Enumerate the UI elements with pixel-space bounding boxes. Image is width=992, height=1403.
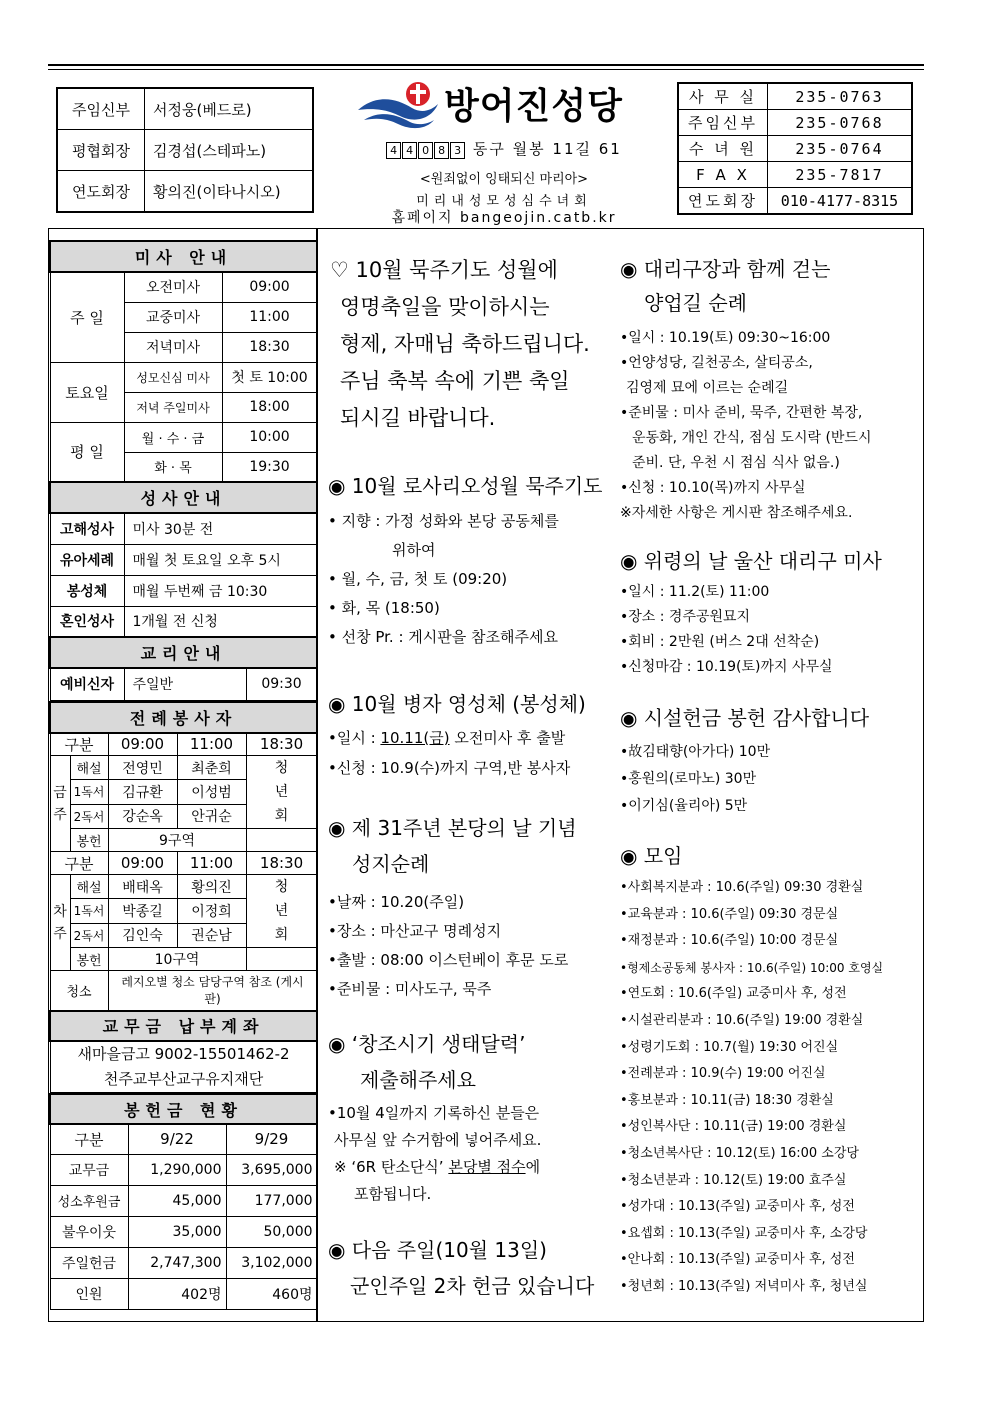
offering-value: 402명 <box>128 1278 226 1309</box>
contact-value: 235-0764 <box>768 136 913 162</box>
convent: 미리내성모성심수녀회 <box>416 194 592 209</box>
offering-value: 45,000 <box>128 1185 226 1216</box>
anniv-title: ◉ 제 31주년 본당의 날 기념 <box>328 816 577 840</box>
server-role: 해설 <box>70 875 108 899</box>
cleaning-text: 레지오별 청소 담당구역 참조 (게시판) <box>108 971 317 1011</box>
mass-time: 10:00 <box>222 422 317 452</box>
week1-label-char: 주 <box>53 806 67 823</box>
offerings-header: 구분 <box>50 1124 128 1154</box>
church-logo-icon <box>356 80 440 130</box>
anniv-item: •출발 : 08:00 이스턴베이 후문 도로 <box>328 951 569 969</box>
week2-label-char: 주 <box>53 925 67 942</box>
contact-value: 010-4177-8315 <box>768 188 913 215</box>
youth-cell <box>246 875 317 948</box>
clergy-label: 주임신부 <box>57 88 145 130</box>
youth-cell <box>246 756 317 829</box>
meeting-item: •청소년분과 : 10.12(토) 19:00 효주실 <box>620 1172 847 1188</box>
clergy-label: 연도회장 <box>57 171 145 213</box>
pilgrim-item: •준비물 : 미사 준비, 묵주, 간편한 복장, <box>620 405 863 421</box>
account-title: 교무금 납부계좌 <box>50 1011 317 1041</box>
offering-name: 주일헌금 <box>50 1247 128 1278</box>
calendar-line: •10월 4일까지 기록하신 분들은 <box>328 1104 540 1122</box>
rosary-item: 위하여 <box>392 541 436 559</box>
postal-digit: 4 <box>386 142 401 159</box>
mass-name: 화 · 목 <box>124 452 222 482</box>
sacrament-name: 고해성사 <box>50 513 124 544</box>
greeting-line: 영명축일을 맞이하시는 <box>340 295 550 319</box>
clergy-table <box>56 87 314 213</box>
greeting-line: 되시길 바랍니다. <box>340 406 496 430</box>
offering-value: 460명 <box>226 1278 317 1309</box>
postal-digit: 3 <box>450 142 465 159</box>
mass-time: 18:30 <box>222 332 317 362</box>
calendar-note-underline: 본당별 점수 <box>448 1158 526 1176</box>
meetings-section <box>620 840 922 1301</box>
anniversary-section <box>328 810 612 1004</box>
youth-char: 회 <box>274 927 289 943</box>
address <box>364 138 644 159</box>
meeting-item: •시설관리분과 : 10.6(주일) 19:00 경환실 <box>620 1012 864 1028</box>
pilgrim-item: •일시 : 10.19(토) 09:30~16:00 <box>620 330 831 346</box>
offering-zone: 10구역 <box>108 948 246 971</box>
server-name: 황의진 <box>177 875 246 899</box>
servers-header: 11:00 <box>177 733 246 756</box>
meeting-item: •청년회 : 10.13(주일) 저녁미사 후, 청년실 <box>620 1278 868 1294</box>
server-name: 안귀순 <box>177 804 246 828</box>
meeting-item: •요셉회 : 10.13(주일) 교중미사 후, 소강당 <box>620 1225 868 1241</box>
account-line2: 천주교부산교구유지재단 <box>103 1069 264 1088</box>
meetings-title: ◉ 모임 <box>620 844 683 868</box>
greeting <box>330 252 612 437</box>
sacrament-name: 유아세례 <box>50 544 124 575</box>
greeting-line: 주님 축복 속에 기쁜 축일 <box>340 369 570 393</box>
offering-name: 성소후원금 <box>50 1185 128 1216</box>
servers-title: 전례봉사자 <box>50 702 317 733</box>
mass-name: 저녁미사 <box>124 332 222 362</box>
server-name: 박종길 <box>108 899 177 923</box>
clergy-value: 김경섭(스테파노) <box>145 130 314 171</box>
anniv-item: •준비물 : 미사도구, 묵주 <box>328 980 492 998</box>
offering-value: 3,102,000 <box>226 1247 317 1278</box>
memorial-item: •일시 : 11.2(토) 11:00 <box>620 584 770 600</box>
doctrine-value: 주일반 <box>124 668 246 700</box>
meeting-item: •홍보분과 : 10.11(금) 18:30 경환실 <box>620 1092 834 1108</box>
rosary-item: • 선창 Pr. : 게시판을 참조해주세요 <box>328 628 558 646</box>
meeting-item: •성령기도회 : 10.7(월) 19:30 어진실 <box>620 1039 839 1055</box>
sacrament-name: 혼인성사 <box>50 606 124 637</box>
sick-date: 10.11(금) <box>380 729 450 747</box>
contact-label: 연도회장 <box>678 188 768 215</box>
week1-label-char: 금 <box>53 784 67 801</box>
memorial-title: ◉ 위령의 날 울산 대리구 미사 <box>620 549 882 573</box>
server-name: 이성범 <box>177 780 246 804</box>
offering-value: 50,000 <box>226 1216 317 1247</box>
meeting-item: •교육분과 : 10.6(주일) 09:30 경문실 <box>620 906 839 922</box>
anniv-item: •장소 : 마산교구 명례성지 <box>328 922 502 940</box>
next-sunday-section <box>328 1232 612 1304</box>
server-role: 봉헌 <box>70 948 108 971</box>
offering-name: 불우이웃 <box>50 1216 128 1247</box>
memorial-item: •신청마감 : 10.19(토)까지 사무실 <box>620 659 833 675</box>
youth-char: 청 <box>274 760 289 776</box>
youth-char: 년 <box>274 784 289 800</box>
meeting-item: •청소년복사단 : 10.12(토) 16:00 소강당 <box>620 1145 859 1161</box>
weekday-label: 평 일 <box>50 422 124 482</box>
rosary-item: • 지향 : 가정 성화와 본당 공동체를 <box>328 512 559 530</box>
offering-zone: 9구역 <box>108 829 246 852</box>
mass-title: 미사 안내 <box>50 241 317 272</box>
mass-time: 첫 토 10:00 <box>222 362 317 392</box>
mass-name: 월 · 수 · 금 <box>124 422 222 452</box>
server-name: 최춘희 <box>177 756 246 780</box>
meeting-item: •형제소공동체 봉사자 : 10.6(주일) 10:00 호영실 <box>620 960 884 975</box>
church-name: 방어진성당 <box>444 86 623 127</box>
sunday-label: 주 일 <box>50 272 124 362</box>
cleaning-label: 청소 <box>50 971 108 1011</box>
postal-digit: 4 <box>402 142 417 159</box>
clergy-value: 서정웅(베드로) <box>145 88 314 130</box>
donation-item: •이기심(율리아) 5만 <box>620 798 748 814</box>
mass-time: 18:00 <box>222 392 317 422</box>
meeting-item: •사회복지분과 : 10.6(주일) 09:30 경환실 <box>620 880 864 895</box>
account-line1: 새마을금고 9002-15501462-2 <box>77 1044 290 1063</box>
servers-header: 09:00 <box>108 733 177 756</box>
next-line: 군인주일 2차 헌금 있습니다 <box>350 1274 595 1298</box>
week2-label-char: 차 <box>53 903 67 920</box>
servers-header: 구분 <box>50 733 108 756</box>
meeting-item: •재정분과 : 10.6(주일) 10:00 경문실 <box>620 933 839 949</box>
sick-suffix: 오전미사 후 출발 <box>449 729 566 747</box>
week2-label <box>50 875 70 971</box>
servers-header: 11:00 <box>177 852 246 875</box>
address-text: 동구 월봉 11길 61 <box>472 140 622 158</box>
clergy-value: 황의진(이타나시오) <box>145 171 314 213</box>
pilgrim-item: •신청 : 10.10(목)까지 사무실 <box>620 480 806 496</box>
mass-name: 성모신심 미사 <box>124 362 222 392</box>
offerings-header: 9/29 <box>226 1124 317 1154</box>
server-role: 해설 <box>70 756 108 780</box>
sick-prefix: •일시 : <box>328 729 381 747</box>
sick-communion-section <box>328 688 612 783</box>
offerings-table <box>49 1093 318 1310</box>
offering-value: 3,695,000 <box>226 1154 317 1185</box>
calendar-note-suffix: 에 <box>525 1158 541 1176</box>
doctrine-name: 예비신자 <box>50 668 124 700</box>
server-name: 김인숙 <box>108 923 177 947</box>
mass-time: 11:00 <box>222 302 317 332</box>
calendar-line: 사무실 앞 수거함에 넣어주세요. <box>334 1131 542 1149</box>
server-name: 이정희 <box>177 899 246 923</box>
postal-digit: 0 <box>418 142 433 159</box>
offering-value: 2,747,300 <box>128 1247 226 1278</box>
meeting-item: •성인복사단 : 10.11(금) 19:00 경환실 <box>620 1119 847 1135</box>
mass-time: 09:00 <box>222 272 317 302</box>
server-role: 봉헌 <box>70 829 108 852</box>
top-rule-thin <box>48 69 924 70</box>
rosary-item: • 화, 목 (18:50) <box>328 599 440 617</box>
servers-table <box>49 701 318 1094</box>
youth-char: 년 <box>274 903 289 919</box>
contact-value: 235-0768 <box>768 110 913 136</box>
contact-label: 사 무 실 <box>678 83 768 110</box>
sacrament-value: 매월 첫 토요일 오후 5시 <box>124 544 317 575</box>
meeting-item: •안나회 : 10.13(주일) 교중미사 후, 성전 <box>620 1252 855 1268</box>
servers-header: 09:00 <box>108 852 177 875</box>
top-rule <box>48 64 924 66</box>
youth-char: 청 <box>274 879 289 895</box>
servers-header: 18:30 <box>246 852 317 875</box>
calendar-note2: 포함됩니다. <box>354 1185 432 1203</box>
pilgrim-item: 김영제 묘에 이르는 순례길 <box>626 380 789 396</box>
donation-item: •홍원의(로마노) 30만 <box>620 771 757 787</box>
mass-name: 오전미사 <box>124 272 222 302</box>
contact-table <box>677 82 913 215</box>
pilgrim-title: ◉ 대리구장과 함께 걷는 <box>620 257 831 281</box>
postal-digit: 8 <box>434 142 449 159</box>
pilgrim-item: 준비. 단, 우천 시 점심 식사 없음.) <box>632 455 840 471</box>
sacraments-title: 성사안내 <box>50 482 317 513</box>
memorial-section <box>620 545 920 680</box>
server-role: 1독서 <box>70 899 108 923</box>
greeting-line: 형제, 자매님 축하드립니다. <box>340 332 590 356</box>
server-name: 김규환 <box>108 780 177 804</box>
servers-header: 18:30 <box>246 733 317 756</box>
sacrament-value: 1개월 전 신청 <box>124 606 317 637</box>
pilgrim-item: ※자세한 사항은 게시판 참조해주세요. <box>620 505 853 521</box>
donation-item: •故김태향(아가다) 10만 <box>620 744 771 760</box>
calendar-note-prefix: ※ ‘6R 탄소단식’ <box>334 1158 449 1176</box>
calendar-title2: 제출해주세요 <box>360 1068 476 1092</box>
sick-line2: •신청 : 10.9(수)까지 구역,반 봉사자 <box>328 759 571 777</box>
rosary-title: ◉ 10월 로사리오성월 묵주기도 <box>328 474 603 498</box>
calendar-note <box>328 1154 612 1181</box>
meeting-item: •성가대 : 10.13(주일) 교중미사 후, 성전 <box>620 1199 855 1215</box>
meeting-item: •전례분과 : 10.9(수) 19:00 어진실 <box>620 1066 826 1082</box>
calendar-section <box>328 1026 612 1208</box>
sacrament-name: 봉성체 <box>50 575 124 606</box>
memorial-item: •장소 : 경주공원묘지 <box>620 609 751 625</box>
pilgrim-item: 운동화, 개인 간식, 점심 도시락 (반드시 <box>632 430 872 446</box>
mass-name: 저녁 주일미사 <box>124 392 222 422</box>
week1-label <box>50 756 70 852</box>
contact-label: 수 녀 원 <box>678 136 768 162</box>
contact-label: 주임신부 <box>678 110 768 136</box>
pilgrimage-section <box>620 252 920 526</box>
account-info <box>50 1041 317 1093</box>
offering-value: 177,000 <box>226 1185 317 1216</box>
rosary-section <box>328 470 612 652</box>
server-name: 배태옥 <box>108 875 177 899</box>
sick-title: ◉ 10월 병자 영성체 (봉성체) <box>328 692 586 716</box>
offering-value: 1,290,000 <box>128 1154 226 1185</box>
server-role: 2독서 <box>70 804 108 828</box>
server-role: 2독서 <box>70 923 108 947</box>
anniv-title2: 성지순례 <box>352 852 430 876</box>
greeting-line: ♡ 10월 묵주기도 성월에 <box>330 258 558 282</box>
sacrament-value: 매월 두번째 금 10:30 <box>124 575 317 606</box>
contact-value: 235-0763 <box>768 83 913 110</box>
doctrine-title: 교리안내 <box>50 637 317 668</box>
sacrament-value: 미사 30분 전 <box>124 513 317 544</box>
server-role: 1독서 <box>70 780 108 804</box>
mass-name: 교중미사 <box>124 302 222 332</box>
rosary-item: • 월, 수, 금, 첫 토 (09:20) <box>328 570 508 588</box>
server-name: 전영민 <box>108 756 177 780</box>
donation-title: ◉ 시설헌금 봉헌 감사합니다 <box>620 706 870 730</box>
meeting-item: •연도회 : 10.6(주일) 교중미사 후, 성전 <box>620 986 847 1002</box>
left-column <box>49 240 316 1310</box>
sick-line1 <box>328 723 612 753</box>
pilgrim-title2: 양업길 순례 <box>644 291 747 315</box>
anniv-item: •날짜 : 10.20(주일) <box>328 893 465 911</box>
mass-time: 19:30 <box>222 452 317 482</box>
server-name: 권순남 <box>177 923 246 947</box>
saturday-label: 토요일 <box>50 362 124 422</box>
servers-header: 구분 <box>50 852 108 875</box>
memorial-item: •회비 : 2만원 (버스 2대 선착순) <box>620 634 820 650</box>
info-table <box>49 240 318 701</box>
doctrine-time: 09:30 <box>246 668 317 700</box>
donation-section <box>620 702 920 820</box>
offering-value: 35,000 <box>128 1216 226 1247</box>
contact-value: 235-7817 <box>768 162 913 188</box>
clergy-label: 평협회장 <box>57 130 145 171</box>
server-name: 강순옥 <box>108 804 177 828</box>
offerings-header: 9/22 <box>128 1124 226 1154</box>
offering-name: 인원 <box>50 1278 128 1309</box>
youth-char: 회 <box>274 808 289 824</box>
offering-name: 교무금 <box>50 1154 128 1185</box>
offerings-title: 봉헌금 현황 <box>50 1094 317 1124</box>
pilgrim-item: •언양성당, 길천공소, 살티공소, <box>620 355 813 371</box>
contact-label: F A X <box>678 162 768 188</box>
motto: <원죄없이 잉태되신 마리아> <box>419 172 589 187</box>
next-title: ◉ 다음 주일(10월 13일) <box>328 1238 547 1262</box>
calendar-title: ◉ ‘창조시기 생태달력’ <box>328 1032 526 1056</box>
homepage: 홈페이지 bangeojin.catb.kr <box>391 210 617 226</box>
